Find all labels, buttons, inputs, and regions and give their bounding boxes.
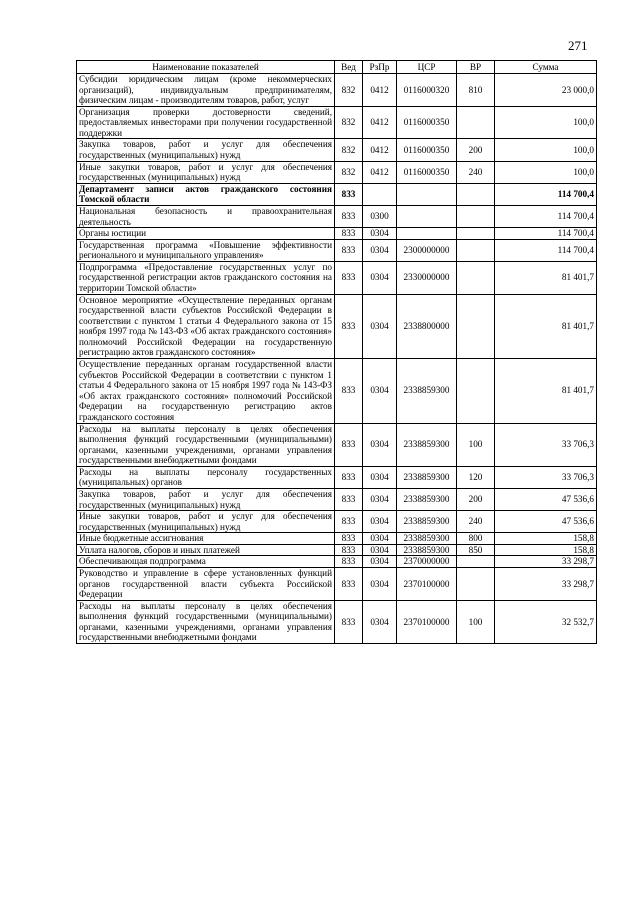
table-row [77, 228, 597, 240]
row-name: Субсидии юридическим лицам (кроме некоммерческих организаций), индивидуальным предпринимателям, физическим лицам - производителям товаров, работ, услуг [77, 74, 335, 107]
row-name: Обеспечивающая подпрограмма [77, 556, 335, 568]
header-ved: Вед [335, 61, 363, 74]
header-csr: ЦСР [397, 61, 457, 74]
row-name: Национальная безопасность и правоохранительная деятельность [77, 205, 335, 227]
table-row [77, 359, 597, 423]
row-vr [457, 106, 495, 139]
page-number: 271 [568, 38, 588, 53]
row-rzpr: 0304 [363, 544, 397, 556]
row-rzpr: 0300 [363, 205, 397, 227]
row-rzpr: 0304 [363, 261, 397, 294]
table-header-row [77, 61, 597, 74]
row-vr: 100 [457, 423, 495, 466]
row-name: Руководство и управление в сфере установленных функций органов государственной власти субъекта Российской Федерации [77, 568, 335, 601]
header-sum: Сумма [495, 61, 597, 74]
table-row [77, 205, 597, 227]
table-row [77, 556, 597, 568]
header-rzpr: РзПр [363, 61, 397, 74]
row-csr: 2338859300 [397, 359, 457, 423]
row-vr: 850 [457, 544, 495, 556]
row-name: Закупка товаров, работ и услуг для обеспечения государственных (муниципальных) нужд [77, 488, 335, 510]
row-rzpr: 0304 [363, 239, 397, 261]
row-sum: 33 706,3 [495, 423, 597, 466]
row-name: Расходы на выплаты персоналу государственных (муниципальных) органов [77, 466, 335, 488]
table-body [77, 74, 597, 644]
row-sum: 47 536,6 [495, 511, 597, 533]
row-ved: 833 [335, 294, 363, 358]
row-vr [457, 228, 495, 240]
table-row [77, 239, 597, 261]
row-csr: 0116000350 [397, 161, 457, 183]
row-sum: 23 000,0 [495, 74, 597, 107]
row-vr [457, 568, 495, 601]
row-ved: 832 [335, 161, 363, 183]
row-vr: 240 [457, 511, 495, 533]
row-ved: 833 [335, 466, 363, 488]
row-rzpr [363, 183, 397, 205]
row-vr [457, 183, 495, 205]
row-sum: 33 298,7 [495, 556, 597, 568]
row-name: Иные закупки товаров, работ и услуг для обеспечения государственных (муниципальных) нужд [77, 511, 335, 533]
table-row [77, 74, 597, 107]
row-csr: 0116000350 [397, 106, 457, 139]
row-rzpr: 0304 [363, 600, 397, 643]
row-name: Осуществление переданных органам государственной власти субъектов Российской Федерации в соответствии с пунктом 1 статьи 4 Федерального закона от 15 ноября 1997 года № 143-ФЗ «Об актах гражданского состояния» полномочий Российской Федерации на государственную регистрацию актов гражданского состояния [77, 359, 335, 423]
row-vr [457, 239, 495, 261]
row-csr: 2338859300 [397, 533, 457, 545]
row-csr: 2330000000 [397, 261, 457, 294]
row-rzpr: 0304 [363, 294, 397, 358]
table-row [77, 511, 597, 533]
row-sum: 100,0 [495, 106, 597, 139]
row-csr: 2370100000 [397, 600, 457, 643]
table-row [77, 533, 597, 545]
row-vr: 100 [457, 600, 495, 643]
row-vr [457, 556, 495, 568]
row-rzpr: 0304 [363, 568, 397, 601]
row-rzpr: 0304 [363, 423, 397, 466]
row-ved: 832 [335, 139, 363, 161]
row-ved: 832 [335, 106, 363, 139]
row-sum: 100,0 [495, 161, 597, 183]
row-ved: 833 [335, 511, 363, 533]
table-row [77, 466, 597, 488]
row-csr: 0116000350 [397, 139, 457, 161]
table-row [77, 294, 597, 358]
row-name: Государственная программа «Повышение эффективности регионального и муниципального управления» [77, 239, 335, 261]
table-row [77, 161, 597, 183]
row-csr [397, 183, 457, 205]
row-ved: 833 [335, 228, 363, 240]
row-ved: 833 [335, 239, 363, 261]
row-sum: 33 706,3 [495, 466, 597, 488]
row-vr [457, 261, 495, 294]
row-name: Закупка товаров, работ и услуг для обеспечения государственных (муниципальных) нужд [77, 139, 335, 161]
row-rzpr: 0304 [363, 488, 397, 510]
header-name: Наименование показателей [77, 61, 335, 74]
row-ved: 833 [335, 568, 363, 601]
row-rzpr: 0304 [363, 556, 397, 568]
row-ved: 832 [335, 74, 363, 107]
table-row [77, 183, 597, 205]
row-rzpr: 0304 [363, 466, 397, 488]
row-name: Департамент записи актов гражданского состояния Томской области [77, 183, 335, 205]
row-name: Уплата налогов, сборов и иных платежей [77, 544, 335, 556]
row-name: Расходы на выплаты персоналу в целях обеспечения выполнения функций государственными (муниципальными) органами, казенными учреждениями, органами управления государственными внебюджетными фондами [77, 423, 335, 466]
row-vr [457, 294, 495, 358]
table-row [77, 488, 597, 510]
budget-table [76, 60, 597, 644]
row-csr: 2300000000 [397, 239, 457, 261]
row-csr: 2338859300 [397, 466, 457, 488]
row-sum: 81 401,7 [495, 261, 597, 294]
row-ved: 833 [335, 488, 363, 510]
row-rzpr: 0412 [363, 139, 397, 161]
row-csr: 2338859300 [397, 423, 457, 466]
row-csr: 2338859300 [397, 488, 457, 510]
row-vr: 800 [457, 533, 495, 545]
table-row [77, 423, 597, 466]
row-csr: 2338800000 [397, 294, 457, 358]
table-row [77, 106, 597, 139]
row-rzpr: 0412 [363, 74, 397, 107]
row-vr: 810 [457, 74, 495, 107]
row-vr: 240 [457, 161, 495, 183]
row-vr: 200 [457, 488, 495, 510]
row-rzpr: 0412 [363, 106, 397, 139]
row-ved: 833 [335, 600, 363, 643]
row-sum: 114 700,4 [495, 239, 597, 261]
row-sum: 100,0 [495, 139, 597, 161]
row-sum: 158,8 [495, 533, 597, 545]
row-ved: 833 [335, 359, 363, 423]
row-ved: 833 [335, 544, 363, 556]
row-vr [457, 205, 495, 227]
row-csr: 2370000000 [397, 556, 457, 568]
table-row [77, 600, 597, 643]
row-ved: 833 [335, 423, 363, 466]
row-csr: 2370100000 [397, 568, 457, 601]
row-ved: 833 [335, 556, 363, 568]
row-vr: 120 [457, 466, 495, 488]
row-sum: 81 401,7 [495, 294, 597, 358]
table-row [77, 261, 597, 294]
row-csr [397, 228, 457, 240]
row-csr [397, 205, 457, 227]
row-name: Организация проверки достоверности сведений, предоставляемых инвесторами при получении государственной поддержки [77, 106, 335, 139]
row-name: Иные закупки товаров, работ и услуг для обеспечения государственных (муниципальных) нужд [77, 161, 335, 183]
row-vr: 200 [457, 139, 495, 161]
row-sum: 114 700,4 [495, 183, 597, 205]
table-row [77, 544, 597, 556]
row-rzpr: 0304 [363, 228, 397, 240]
row-sum: 158,8 [495, 544, 597, 556]
row-rzpr: 0412 [363, 161, 397, 183]
row-csr: 2338859300 [397, 511, 457, 533]
row-name: Основное мероприятие «Осуществление переданных органам государственной власти субъектов Российской Федерации в соответствии с пунктом 1 статьи 4 Федерального закона от 15 ноября 1997 года № 143-ФЗ «Об актах гражданского состояния» полномочий Российской Федерации на государственную регистрацию актов гражданского состояния» [77, 294, 335, 358]
row-rzpr: 0304 [363, 533, 397, 545]
row-name: Органы юстиции [77, 228, 335, 240]
row-ved: 833 [335, 261, 363, 294]
row-sum: 47 536,6 [495, 488, 597, 510]
row-sum: 114 700,4 [495, 205, 597, 227]
table-row [77, 139, 597, 161]
row-rzpr: 0304 [363, 359, 397, 423]
row-sum: 33 298,7 [495, 568, 597, 601]
row-ved: 833 [335, 533, 363, 545]
row-vr [457, 359, 495, 423]
row-sum: 81 401,7 [495, 359, 597, 423]
row-ved: 833 [335, 205, 363, 227]
row-name: Иные бюджетные ассигнования [77, 533, 335, 545]
header-vr: ВР [457, 61, 495, 74]
row-rzpr: 0304 [363, 511, 397, 533]
row-ved: 833 [335, 183, 363, 205]
row-csr: 0116000320 [397, 74, 457, 107]
row-sum: 114 700,4 [495, 228, 597, 240]
row-name: Подпрограмма «Предоставление государственных услуг по государственной регистрации актов гражданского состояния на территории Томской области» [77, 261, 335, 294]
row-csr: 2338859300 [397, 544, 457, 556]
table-row [77, 568, 597, 601]
row-name: Расходы на выплаты персоналу в целях обеспечения выполнения функций государственными (муниципальными) органами, казенными учреждениями, органами управления государственными внебюджетными фондами [77, 600, 335, 643]
row-sum: 32 532,7 [495, 600, 597, 643]
